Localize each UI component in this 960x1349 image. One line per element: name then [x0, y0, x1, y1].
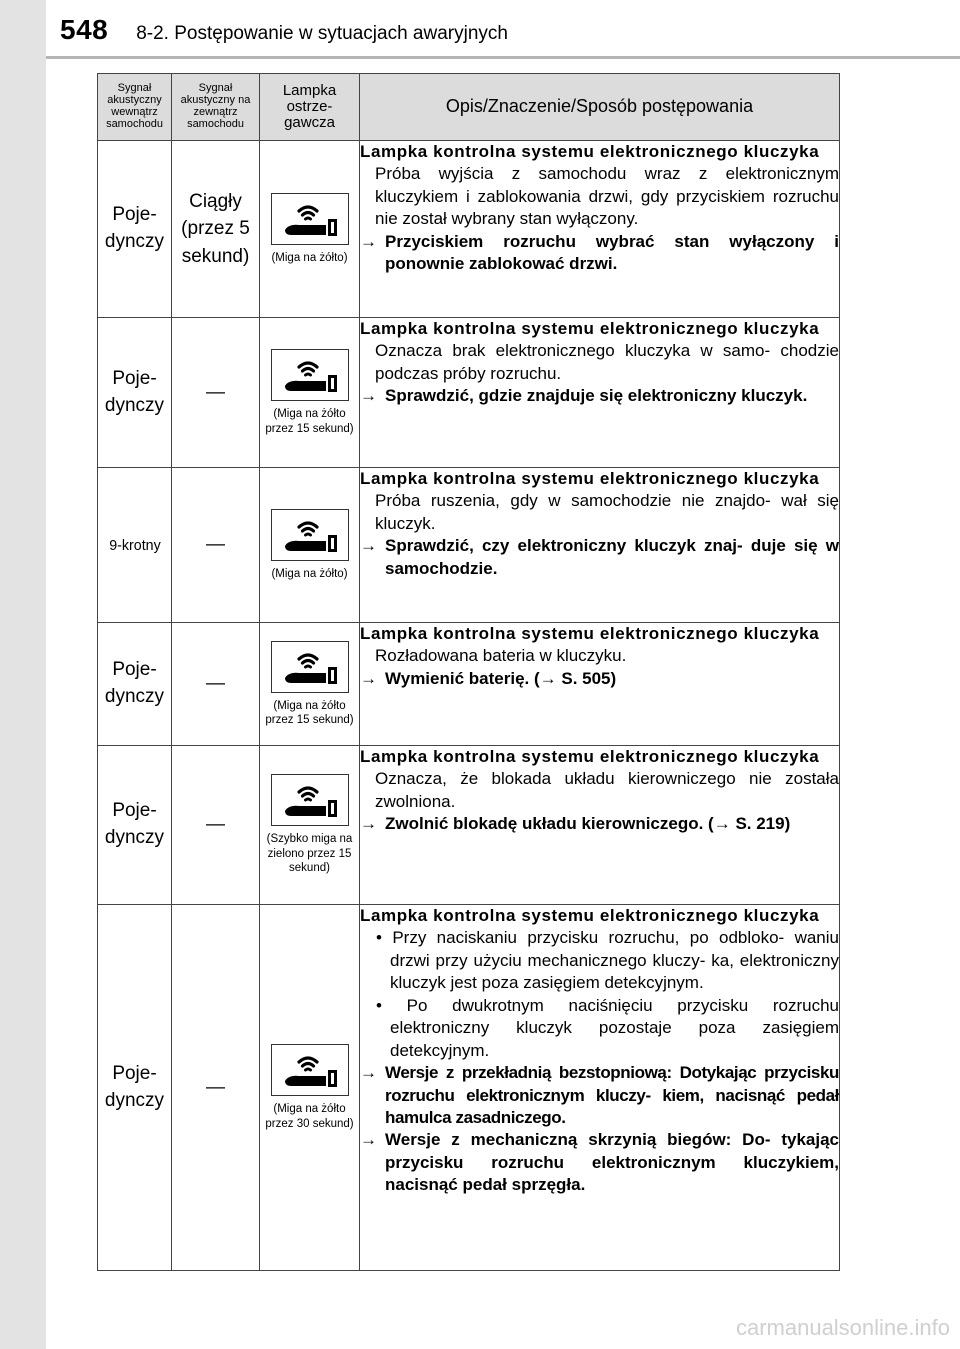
header-warning-light: Lampka ostrze- gawcza — [260, 74, 360, 141]
description-body: Oznacza, że blokada układu kierowniczego nie została zwolniona. — [375, 769, 839, 811]
description-title: Lampka kontrolna systemu elektronicznego kluczyka — [360, 319, 820, 338]
description-cell — [360, 623, 840, 746]
bullet-icon: • — [376, 928, 382, 948]
warning-light-cell — [260, 746, 360, 905]
smart-key-warning-icon — [271, 193, 349, 245]
watermark: carmanualsonline.info — [735, 1315, 950, 1340]
description-title: Lampka kontrolna systemu elektronicznego kluczyka — [360, 469, 820, 488]
warning-light-cell — [260, 468, 360, 623]
warning-light-cell — [260, 318, 360, 468]
action-text: Wymienić baterię. (→ S. 505) — [385, 668, 617, 688]
description-action — [360, 1062, 839, 1129]
action-text: Wersje z przekładnią bezstopniową: Dotykając przycisku rozruchu elektronicznym kluczy- kiem, nacisnąć pedał hamulca zasadniczego. — [385, 1063, 839, 1127]
header-divider — [46, 56, 960, 59]
outside-buzzer-cell: Ciągły (przez 5 sekund) — [172, 141, 260, 318]
description-title: Lampka kontrolna systemu elektronicznego kluczyka — [360, 624, 820, 643]
arrow-right-icon: → — [360, 231, 377, 251]
description-cell — [360, 905, 840, 1271]
lamp-caption: (Miga na żółto) — [271, 567, 348, 580]
header-inside-buzzer: Sygnał akustyczny wewnątrz samochodu — [98, 74, 172, 141]
outside-buzzer-cell: — — [172, 905, 260, 1271]
lamp-caption: (Miga na żółto przez 30 sekund) — [265, 1103, 354, 1130]
description-action — [360, 813, 839, 835]
page-header — [60, 14, 508, 54]
smart-key-warning-icon — [271, 1044, 349, 1096]
arrow-right-icon: → — [360, 1130, 377, 1150]
table-row — [98, 318, 840, 468]
page-margin-strip — [0, 0, 46, 1349]
inside-buzzer-cell: Poje- dynczy — [98, 141, 172, 318]
description-action — [360, 385, 839, 407]
arrow-right-icon: → — [360, 386, 377, 406]
lamp-caption: (Miga na żółto przez 15 sekund) — [265, 408, 354, 435]
smart-key-warning-icon — [271, 774, 349, 826]
lamp-caption: (Szybko miga na zielono przez 15 sekund) — [266, 833, 353, 875]
table-row — [98, 746, 840, 905]
page-number: 548 — [60, 14, 109, 45]
arrow-right-icon: → — [360, 536, 377, 556]
smart-key-warning-icon — [271, 509, 349, 561]
description-action — [360, 535, 839, 580]
inside-buzzer-cell: Poje- dynczy — [98, 318, 172, 468]
description-title: Lampka kontrolna systemu elektronicznego kluczyka — [360, 906, 820, 925]
description-body: Oznacza brak elektronicznego kluczyka w samo- chodzie podczas próby rozruchu. — [375, 341, 839, 383]
warning-light-cell — [260, 623, 360, 746]
header-outside-buzzer: Sygnał akustyczny na zewnątrz samochodu — [172, 74, 260, 141]
description-action — [360, 1129, 839, 1196]
table-row — [98, 468, 840, 623]
table-row — [98, 905, 840, 1271]
description-cell — [360, 468, 840, 623]
header-description: Opis/Znaczenie/Sposób postępowania — [360, 74, 840, 141]
table-row — [98, 141, 840, 318]
warning-light-cell — [260, 905, 360, 1271]
section-title: 8-2. Postępowanie w sytuacjach awaryjnych — [136, 23, 508, 44]
action-text: Sprawdzić, czy elektroniczny kluczyk znaj- duje się w samochodzie. — [385, 536, 839, 578]
warning-signals-table — [97, 73, 840, 1271]
description-bullet — [360, 927, 839, 994]
arrow-right-icon: → — [360, 814, 377, 834]
description-body: Próba ruszenia, gdy w samochodzie nie znajdo- wał się kluczyk. — [375, 491, 839, 533]
smart-key-warning-icon — [271, 349, 349, 401]
inside-buzzer-cell: Poje- dynczy — [98, 746, 172, 905]
lamp-caption: (Miga na żółto przez 15 sekund) — [265, 699, 354, 726]
outside-buzzer-cell: — — [172, 318, 260, 468]
inside-buzzer-cell: 9-krotny — [99, 468, 169, 623]
inside-buzzer-cell: Poje- dynczy — [98, 905, 172, 1271]
table-row — [98, 623, 840, 746]
inside-buzzer-cell: Poje- dynczy — [98, 623, 172, 746]
arrow-right-icon: → — [360, 1063, 377, 1083]
description-action — [360, 231, 839, 276]
description-action — [360, 668, 839, 690]
lamp-caption: (Miga na żółto) — [271, 251, 348, 264]
description-title: Lampka kontrolna systemu elektronicznego kluczyka — [360, 747, 820, 766]
action-text: Zwolnić blokadę układu kierowniczego. (→ S. 219) — [385, 814, 791, 834]
warning-light-cell — [260, 141, 360, 318]
table-header-row — [98, 74, 840, 141]
description-cell — [360, 141, 840, 318]
description-cell — [360, 318, 840, 468]
description-cell — [360, 746, 840, 905]
outside-buzzer-cell: — — [172, 623, 260, 746]
description-title: Lampka kontrolna systemu elektronicznego kluczyka — [360, 142, 820, 161]
arrow-right-icon: → — [360, 668, 377, 688]
description-body: Próba wyjścia z samochodu wraz z elektronicznym kluczykiem i zablokowania drzwi, gdy przyciskiem rozruchu nie został wybrany stan wyłączony. — [375, 164, 839, 229]
bullet-text: Po dwukrotnym naciśnięciu przycisku rozruchu elektroniczny kluczyk pozostaje poza zasięgiem detekcyjnym. — [390, 995, 839, 1060]
action-text: Sprawdzić, gdzie znajduje się elektroniczny kluczyk. — [385, 386, 808, 406]
smart-key-warning-icon — [271, 641, 349, 693]
description-body: Rozładowana bateria w kluczyku. — [375, 646, 627, 666]
description-bullet — [360, 995, 839, 1062]
outside-buzzer-cell: — — [172, 746, 260, 905]
bullet-icon: • — [376, 995, 382, 1015]
action-text: Przyciskiem rozruchu wybrać stan wyłączony i ponownie zablokować drzwi. — [385, 231, 839, 274]
action-text: Wersje z mechaniczną skrzynią biegów: Do- tykając przycisku rozruchu elektronicznym kluczykiem, nacisnąć pedał sprzęgła. — [385, 1130, 839, 1195]
bullet-text: Przy naciskaniu przycisku rozruchu, po odbloko- waniu drzwi przy użyciu mechanicznego kluczy- ka, elektroniczny kluczyk jest poza zasięgiem detekcyjnym. — [390, 928, 839, 993]
outside-buzzer-cell: — — [172, 468, 260, 623]
